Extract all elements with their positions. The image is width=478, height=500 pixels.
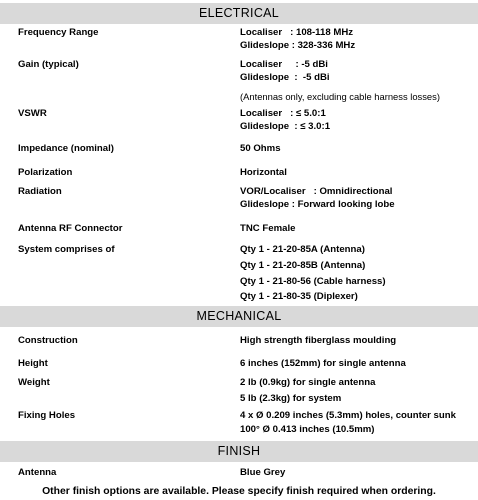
polarization-label: Polarization (18, 167, 73, 178)
antenna-finish-value: Blue Grey (240, 467, 286, 478)
frequency-range-label: Frequency Range (18, 27, 99, 38)
construction-value: High strength fiberglass moulding (240, 335, 397, 346)
system-item: Qty 1 - 21-80-35 (Diplexer) (240, 291, 358, 302)
radiation-glideslope: Glideslope : Forward looking lobe (240, 199, 395, 210)
weight-single: 2 lb (0.9kg) for single antenna (240, 377, 376, 388)
gain-localiser: Localiser : -5 dBi (240, 59, 328, 70)
section-header-electrical: ELECTRICAL (0, 3, 478, 24)
section-header-mechanical: MECHANICAL (0, 306, 478, 327)
system-item: Qty 1 - 21-80-56 (Cable harness) (240, 276, 386, 287)
construction-label: Construction (18, 335, 78, 346)
radiation-vor: VOR/Localiser : Omnidirectional (240, 186, 393, 197)
section-header-finish: FINISH (0, 441, 478, 462)
finish-footnote: Other finish options are available. Please specify finish required when ordering. (42, 486, 436, 497)
gain-glideslope: Glideslope : -5 dBi (240, 72, 330, 83)
weight-system: 5 lb (2.3kg) for system (240, 393, 342, 404)
system-item: Qty 1 - 21-20-85A (Antenna) (240, 244, 365, 255)
vswr-label: VSWR (18, 108, 47, 119)
system-item: Qty 1 - 21-20-85B (Antenna) (240, 260, 366, 271)
vswr-localiser: Localiser : ≤ 5.0:1 (240, 108, 326, 119)
connector-label: Antenna RF Connector (18, 223, 123, 234)
radiation-label: Radiation (18, 186, 62, 197)
system-label: System comprises of (18, 244, 115, 255)
impedance-label: Impedance (nominal) (18, 143, 114, 154)
antenna-finish-label: Antenna (18, 467, 57, 478)
connector-value: TNC Female (240, 223, 296, 234)
fixing-holes-line2: 100° Ø 0.413 inches (10.5mm) (240, 424, 375, 435)
impedance-value: 50 Ohms (240, 143, 281, 154)
height-value: 6 inches (152mm) for single antenna (240, 358, 406, 369)
height-label: Height (18, 358, 48, 369)
gain-label: Gain (typical) (18, 59, 79, 70)
fixing-holes-label: Fixing Holes (18, 410, 76, 421)
vswr-glideslope: Glideslope : ≤ 3.0:1 (240, 121, 331, 132)
polarization-value: Horizontal (240, 167, 287, 178)
frequency-range-localiser: Localiser : 108-118 MHz (240, 27, 354, 38)
fixing-holes-line1: 4 x Ø 0.209 inches (5.3mm) holes, counter sunk (240, 410, 456, 421)
weight-label: Weight (18, 377, 50, 388)
gain-note: (Antennas only, excluding cable harness losses) (240, 91, 440, 102)
frequency-range-glideslope: Glideslope : 328-336 MHz (240, 40, 356, 51)
